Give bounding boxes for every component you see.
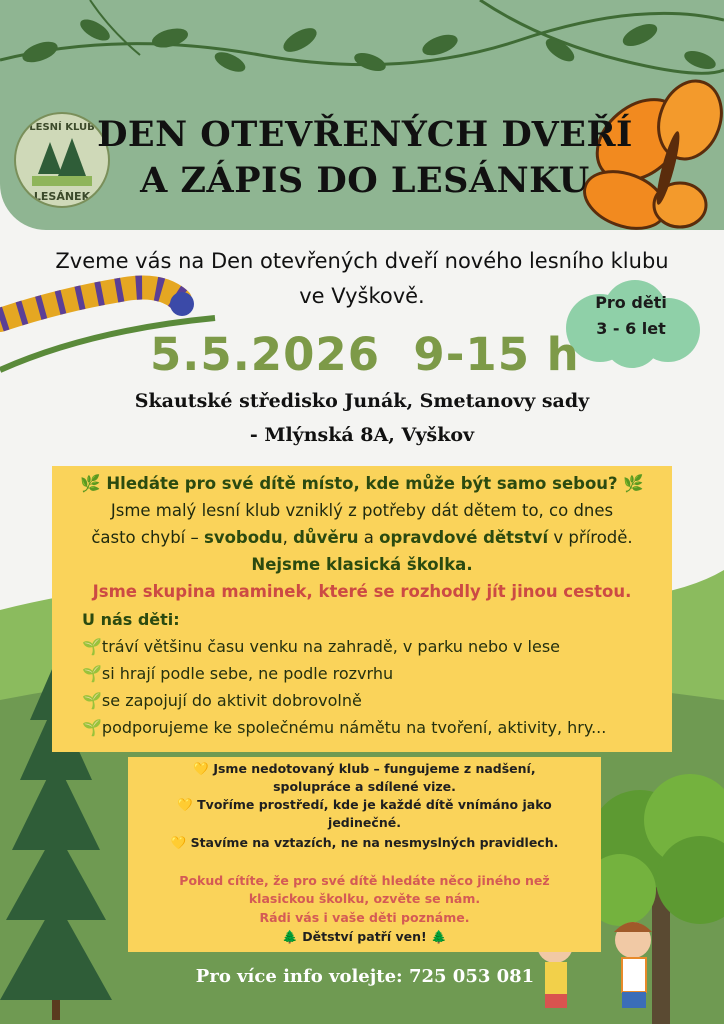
list-item [82, 691, 362, 710]
question-text: Hledáte pro své dítě místo, kde může být samo sebou? [106, 474, 618, 493]
value-line [128, 797, 601, 813]
title-line: A ZÁPIS DO LESÁNKU [140, 160, 590, 201]
value-text: Tvoříme prostředí, kde je každé dítě vnímáno jako [197, 797, 552, 812]
logo-trees-icon [32, 138, 92, 188]
address-line: Skautské středisko Junák, Smetanovy sady [134, 390, 590, 412]
value-line: spolupráce a sdílené vize. [273, 779, 456, 794]
list-heading: U nás děti: [82, 610, 180, 629]
logo-bottom-text: LESÁNEK [33, 190, 91, 203]
event-time: 9-15 h [413, 328, 580, 381]
moms-text: Jsme skupina maminek, které se rozhodly jít jinou cestou. [92, 582, 632, 601]
highlight-trust: důvěru [293, 528, 359, 547]
values-box [128, 757, 601, 952]
list-item-text: tráví většinu času venku na zahradě, v parku nebo v lese [101, 637, 560, 656]
highlight-childhood: opravdové dětství [379, 528, 549, 547]
heart-icon: 💛 [193, 761, 209, 776]
vine-decoration [0, 0, 724, 75]
age-badge-line: Pro děti [595, 293, 667, 312]
value-text: Jsme nedotovaný klub – fungujeme z nadšení, [213, 761, 536, 776]
info-paragraph-line: Jsme malý lesní klub vzniklý z potřeby dát dětem to, co dnes [110, 501, 614, 520]
value-text: Stavíme na vztazích, ne na nesmyslných pravidlech. [190, 835, 559, 850]
age-badge-line: 3 - 6 let [596, 319, 666, 338]
cta-line: Pokud cítíte, že pro své dítě hledáte něco jiného než [179, 873, 550, 888]
list-item-text: podporujeme ke společnému námětu na tvoření, aktivity, hry... [101, 718, 607, 737]
highlight-freedom: svobodu [204, 528, 283, 547]
seedling-icon: 🌱 [82, 637, 102, 656]
sprout-icon: 🌿 [623, 474, 644, 493]
list-item [82, 718, 606, 737]
cta-line: Rádi vás i vaše děti poznáme. [259, 910, 470, 925]
address-line: - Mlýnská 8A, Vyškov [249, 424, 475, 446]
intro-line: ve Vyškově. [299, 284, 425, 308]
intro-line: Zveme vás na Den otevřených dveří nového lesního klubu [55, 249, 669, 273]
seedling-icon: 🌱 [82, 664, 102, 683]
list-item [82, 637, 560, 656]
sprout-icon: 🌿 [80, 474, 101, 493]
info-box [52, 466, 672, 752]
tree-icon: 🌲 [282, 929, 298, 944]
value-line: jedinečné. [328, 815, 401, 830]
event-datetime [150, 328, 590, 381]
info-paragraph-line: často chybí – svobodu, důvěru a opravdové dětství v přírodě. [91, 528, 633, 547]
motto-text: Dětství patří ven! [302, 929, 427, 944]
title-line: DEN OTEVŘENÝCH DVEŘÍ [97, 114, 633, 155]
motto-line [128, 929, 601, 945]
logo-top-text: LESNÍ KLUB [29, 122, 95, 133]
tree-icon: 🌲 [431, 929, 447, 944]
list-item-text: se zapojují do aktivit dobrovolně [101, 691, 362, 710]
seedling-icon: 🌱 [82, 691, 102, 710]
heart-icon: 💛 [170, 835, 187, 850]
list-item [82, 664, 393, 683]
text-fragment: často chybí – [91, 528, 199, 547]
text-fragment: a [363, 528, 374, 547]
value-line [128, 835, 601, 851]
event-date: 5.5.2026 [150, 328, 381, 381]
text-fragment: v přírodě. [553, 528, 633, 547]
page-title [95, 112, 635, 204]
contact-footer: Pro více info volejte: 725 053 081 [195, 966, 535, 987]
not-school-text: Nejsme klasická školka. [251, 555, 473, 574]
list-item-text: si hrají podle sebe, ne podle rozvrhu [101, 664, 394, 683]
seedling-icon: 🌱 [82, 718, 102, 737]
value-line [128, 761, 601, 777]
cta-line: klasickou školku, ozvěte se nám. [248, 891, 481, 906]
event-address [80, 384, 644, 452]
info-question [52, 474, 672, 494]
heart-icon: 💛 [177, 797, 193, 812]
